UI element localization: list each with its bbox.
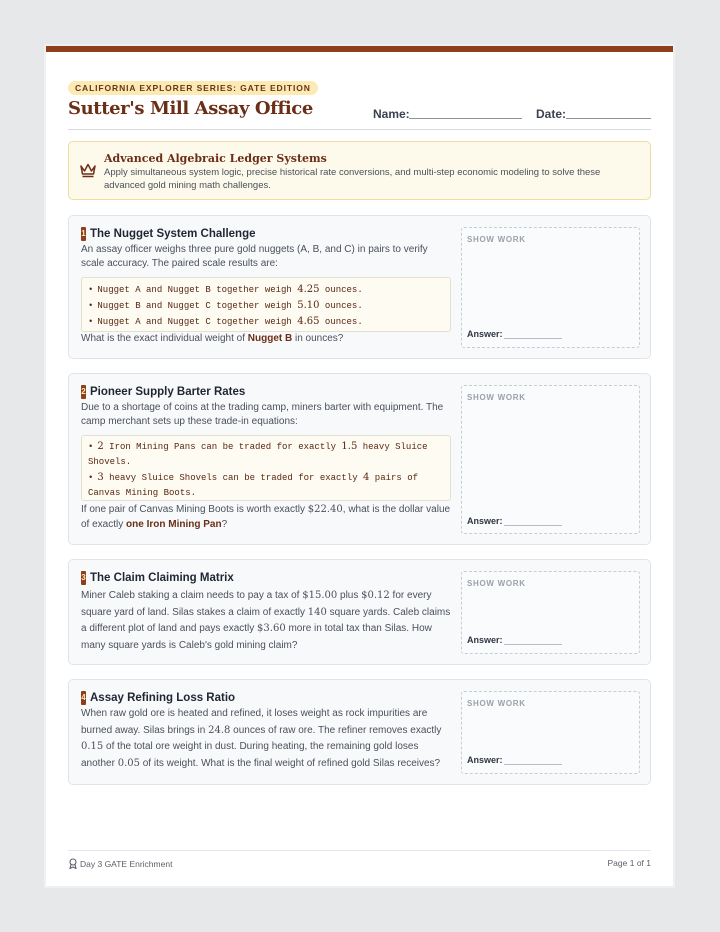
- ribbon-icon: [68, 858, 78, 869]
- intro-callout: [68, 141, 651, 200]
- problem-card-4: [68, 679, 651, 785]
- problem-title: The Claim Claiming Matrix: [90, 572, 234, 584]
- answer-label: Answer:: [467, 755, 503, 765]
- callout-title: Advanced Algebraic Ledger Systems: [104, 152, 327, 165]
- page-title: Sutter's Mill Assay Office: [68, 98, 313, 119]
- answer-field[interactable]: [504, 764, 562, 765]
- show-work-label: SHOW WORK: [467, 393, 526, 402]
- show-work-area[interactable]: [461, 691, 640, 774]
- problem-card-1: [68, 215, 651, 359]
- problem-number: 4: [81, 691, 86, 705]
- equation-line: • 2 Iron Mining Pans can be traded for exactly 1.5 heavy Sluice Shovels.: [88, 441, 433, 467]
- problem-title: Assay Refining Loss Ratio: [90, 692, 236, 704]
- problem-number: 3: [81, 571, 86, 585]
- problem-intro: Due to a shortage of coins at the trading camp, miners barter with equipment. The camp merchant sets up these trade-in equations:: [81, 402, 444, 427]
- show-work-area[interactable]: [461, 385, 640, 534]
- problem-question: What is the exact individual weight of Nugget B in ounces?: [81, 333, 344, 344]
- problem-text: Miner Caleb staking a claim needs to pay a tax of $15.00 plus $0.12 for every square yard of land. Silas stakes a claim of exactly 140 square yards. Caleb claims a different plot of land and pays exactly $3.60 more in total tax than Silas. How many square yards is Caleb's gold mining claim?: [81, 590, 451, 651]
- show-work-area[interactable]: [461, 571, 640, 654]
- problem-title: The Nugget System Challenge: [90, 228, 256, 240]
- equation-line: • Nugget A and Nugget C together weigh 4.65 ounces.: [88, 316, 363, 327]
- equation-box: [81, 277, 451, 332]
- problem-header: [81, 385, 245, 399]
- problem-intro: An assay officer weighs three pure gold nuggets (A, B, and C) in pairs to verify scale accuracy. The paired scale results are:: [81, 244, 428, 269]
- crown-icon: [79, 162, 97, 178]
- problem-title: Pioneer Supply Barter Rates: [90, 386, 246, 398]
- show-work-label: SHOW WORK: [467, 235, 526, 244]
- answer-label: Answer:: [467, 635, 503, 645]
- show-work-label: SHOW WORK: [467, 699, 526, 708]
- name-field[interactable]: [409, 118, 522, 119]
- date-label: Date:: [536, 107, 567, 121]
- name-label: Name:: [373, 107, 410, 121]
- footer-divider: [68, 850, 651, 851]
- problem-header: [81, 571, 234, 585]
- problem-header: [81, 227, 256, 241]
- callout-text: Apply simultaneous system logic, precise historical rate conversions, and multi-step economic modeling to solve these advanced gold mining math challenges.: [104, 167, 601, 191]
- problem-text: When raw gold ore is heated and refined, it loses weight as rock impurities are burned away. Silas brings in 24.8 ounces of raw ore. The refiner removes exactly 0.15 of the total ore weight in dust. During heating, the remaining gold loses another 0.05 of its weight. What is the final weight of refined gold Silas receives?: [81, 708, 442, 769]
- problem-question: If one pair of Canvas Mining Boots is worth exactly $22.40, what is the dollar value of exactly one Iron Mining Pan?: [81, 504, 451, 530]
- problem-header: [81, 691, 235, 705]
- problem-number: 2: [81, 385, 86, 399]
- answer-field[interactable]: [504, 644, 562, 645]
- equation-line: • 3 heavy Sluice Shovels can be traded for exactly 4 pairs of Canvas Mining Boots.: [88, 472, 424, 498]
- equation-line: • Nugget B and Nugget C together weigh 5.10 ounces.: [88, 300, 363, 311]
- show-work-area[interactable]: [461, 227, 640, 348]
- answer-field[interactable]: [504, 338, 562, 339]
- footer-left: [68, 858, 172, 869]
- problem-number: 1: [81, 227, 86, 241]
- answer-label: Answer:: [467, 516, 503, 526]
- series-badge: CALIFORNIA EXPLORER SERIES: GATE EDITION: [68, 81, 318, 95]
- problem-card-3: [68, 559, 651, 665]
- footer-label: Day 3 GATE Enrichment: [80, 858, 173, 869]
- show-work-label: SHOW WORK: [467, 579, 526, 588]
- answer-label: Answer:: [467, 329, 503, 339]
- equation-box: [81, 435, 451, 501]
- answer-field[interactable]: [504, 525, 562, 526]
- worksheet-page: [46, 46, 673, 886]
- page-number: Page 1 of 1: [607, 858, 651, 868]
- problem-card-2: [68, 373, 651, 545]
- date-field[interactable]: [566, 118, 651, 119]
- header-divider: [68, 129, 651, 130]
- equation-line: • Nugget A and Nugget B together weigh 4.25 ounces.: [88, 284, 363, 295]
